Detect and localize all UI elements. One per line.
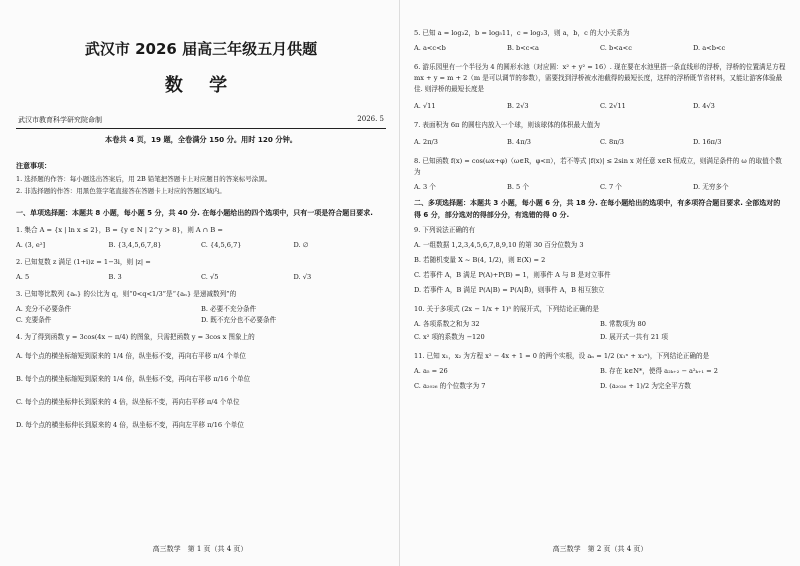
- section-single-choice: 一、单项选择题：本题共 8 小题，每小题 5 分，共 40 分. 在每小题给出的四个选项中，只有一项是符合题目要求.: [16, 209, 373, 217]
- question-2-options: [16, 272, 386, 283]
- question-10: 10. 关于多项式 (2x − 1/x + 1)⁵ 的展开式，下列结论正确的是: [414, 305, 599, 313]
- question-2: 2. 已知复数 z 满足 (1+i)z = 1−3i，则 |z| =: [16, 258, 151, 266]
- question-9-option-c: C. 若事件 A，B 满足 P(A)+P(B) = 1，则事件 A 与 B 是对立事件: [414, 271, 611, 279]
- page-2: [400, 0, 800, 566]
- option: C. 充要条件: [16, 316, 52, 324]
- question-5-options: [414, 43, 786, 54]
- org-name: 武汉市教育科学研究院命制: [18, 116, 102, 124]
- question-1: 1. 集合 A = {x | ln x ≤ 2}，B = {y ∈ N | 2^y > 8}，则 A ∩ B =: [16, 226, 223, 234]
- question-4: 4. 为了得到函数 y = 3cos(4x − π/4) 的图象，只需把函数 y = 3cos x 图象上的: [16, 333, 255, 341]
- option: D. √3: [293, 273, 312, 281]
- exam-date: 2026. 5: [357, 115, 384, 123]
- header-line: [16, 115, 386, 125]
- option: D. 4√3: [693, 102, 715, 110]
- question-7: 7. 表面积为 6π 的圆柱内放入一个球，则该球体的体积最大值为: [414, 121, 600, 129]
- option: D. 16π/3: [693, 138, 722, 146]
- option: B. 3: [108, 273, 122, 281]
- option: B. 存在 k∈N*，使得 a₂ₖ₊₂ − a²ₖ₊₁ = 2: [600, 367, 718, 375]
- exam-title: 武汉市 2026 届高三年级五月供题: [84, 40, 318, 58]
- question-10-options-row2: [414, 332, 786, 343]
- question-4-option-b: B. 每个点的横坐标缩短到原来的 1/4 倍，纵坐标不变，再向右平移 π/16 个单位: [16, 375, 251, 383]
- question-11: 11. 已知 x₁，x₂ 为方程 x² − 4x + 1 = 0 的两个实根，设 aₙ = 1/2 (x₁ⁿ + x₂ⁿ)，下列结论正确的是: [414, 352, 710, 360]
- question-11-options-row2: [414, 381, 786, 392]
- option: C. {4,5,6,7}: [201, 241, 242, 249]
- note-2: 2. 非选择题的作答：用黑色签字笔直接答在答题卡上对应的答题区域内。: [16, 187, 226, 195]
- question-6: 6. 游乐园里有一个半径为 4 的圆形水池（对应圆：x² + y² = 16）. 现在要在水池里搭一条直线形的浮桥，浮桥的位置满足方程 mx + y = m + 2（m 是可以调节的参数），需要找到浮桥被水池截得的最短长度，这样的浮桥既节省材料，又能让游客体验最佳. 则浮桥的最短长度是: [414, 63, 786, 93]
- option: A. 5: [16, 273, 30, 281]
- option: B. 2√3: [507, 102, 529, 110]
- option: A. 各项系数之和为 32: [414, 320, 480, 328]
- question-3: 3. 已知等比数列 {aₙ} 的公比为 q，则“0<q<1/3”是“{aₙ} 是递减数列”的: [16, 290, 237, 298]
- option: C. x² 项的系数为 −120: [414, 333, 485, 341]
- question-1-options: [16, 240, 386, 251]
- option: B. {3,4,5,6,7,8}: [108, 241, 162, 249]
- option: A. 2π/3: [414, 138, 438, 146]
- question-9-option-a: A. 一组数据 1,2,3,4,5,6,7,8,9,10 的第 30 百分位数为 3: [414, 241, 584, 249]
- option: B. 必要不充分条件: [201, 305, 257, 313]
- section-multi-choice: 二、多项选择题：本题共 3 小题，每小题 6 分，共 18 分. 在每小题给出的选项中，有多项符合题目要求. 全部选对的得 6 分，部分选对的得部分分，有选错的得 0 分.: [414, 199, 781, 219]
- option: A. (3, e²]: [16, 241, 46, 249]
- option: A. 充分不必要条件: [16, 305, 72, 313]
- question-3-options-row2: [16, 315, 386, 326]
- option: C. √5: [201, 273, 219, 281]
- exam-info: 本卷共 4 页，19 题，全卷满分 150 分。用时 120 分钟。: [105, 135, 297, 144]
- option: C. b<a<c: [600, 44, 632, 52]
- question-6-options: [414, 101, 786, 112]
- header-rule: [16, 128, 386, 129]
- notes-title: 注意事项：: [16, 162, 51, 170]
- subject-title: 数 学: [164, 75, 238, 96]
- option: C. 8π/3: [600, 138, 624, 146]
- option: A. √11: [414, 102, 436, 110]
- question-9: 9. 下列说法正确的有: [414, 226, 476, 234]
- option: D. ∅: [293, 241, 309, 249]
- option: B. 常数项为 80: [600, 320, 646, 328]
- option: B. 4π/3: [507, 138, 531, 146]
- option: B. 5 个: [507, 183, 529, 191]
- page-footer: 高三数学 第 2 页（共 4 页）: [552, 545, 648, 553]
- option: A. a<c<b: [414, 44, 446, 52]
- option: D. 展开式一共有 21 项: [600, 333, 668, 341]
- option: C. a₂₀₂₆ 的个位数字为 7: [414, 382, 486, 390]
- option: A. a₅ = 26: [414, 367, 448, 375]
- question-11-options-row1: [414, 366, 786, 377]
- option: B. b<c<a: [507, 44, 539, 52]
- question-10-options-row1: [414, 319, 786, 330]
- note-1: 1. 选择题的作答：每小题选出答案后，用 2B 铅笔把答题卡上对应题目的答案标号涂黑。: [16, 175, 272, 183]
- question-4-option-d: D. 每个点的横坐标伸长到原来的 4 倍，纵坐标不变，再向左平移 π/16 个单位: [16, 421, 244, 429]
- question-5: 5. 已知 a = log₃2，b = log₅11，c = log₂3，则 a，b，c 的大小关系为: [414, 29, 630, 37]
- option: C. 7 个: [600, 183, 622, 191]
- question-8: 8. 已知函数 f(x) = cos(ωx+φ)（ω∈R，φ<π），若不等式 |f(x)| ≤ 2sin x 对任意 x∈R 恒成立，则满足条件的 ω 的取值个数为: [414, 157, 782, 176]
- question-4-option-a: A. 每个点的横坐标缩短到原来的 1/4 倍，纵坐标不变，再向右平移 π/4 个单位: [16, 352, 246, 360]
- option: D. 既不充分也不必要条件: [201, 316, 277, 324]
- question-9-option-d: D. 若事件 A，B 满足 P(A|B) = P(A|B̄)，则事件 A，B 相互独立: [414, 286, 605, 294]
- question-9-option-b: B. 若随机变量 X ~ B(4, 1/2)，则 E(X) = 2: [414, 256, 546, 264]
- question-7-options: [414, 137, 786, 148]
- option: D. a<b<c: [693, 44, 726, 52]
- option: A. 3 个: [414, 183, 436, 191]
- page-footer: 高三数学 第 1 页（共 4 页）: [152, 545, 248, 553]
- option: C. 2√11: [600, 102, 626, 110]
- option: D. 无穷多个: [693, 183, 729, 191]
- question-3-options-row1: [16, 304, 386, 315]
- question-4-option-c: C. 每个点的横坐标伸长到原来的 4 倍，纵坐标不变，再向右平移 π/4 个单位: [16, 398, 240, 406]
- question-8-options: [414, 182, 786, 193]
- option: D. (a₂₀₂₆ + 1)/2 为完全平方数: [600, 382, 691, 390]
